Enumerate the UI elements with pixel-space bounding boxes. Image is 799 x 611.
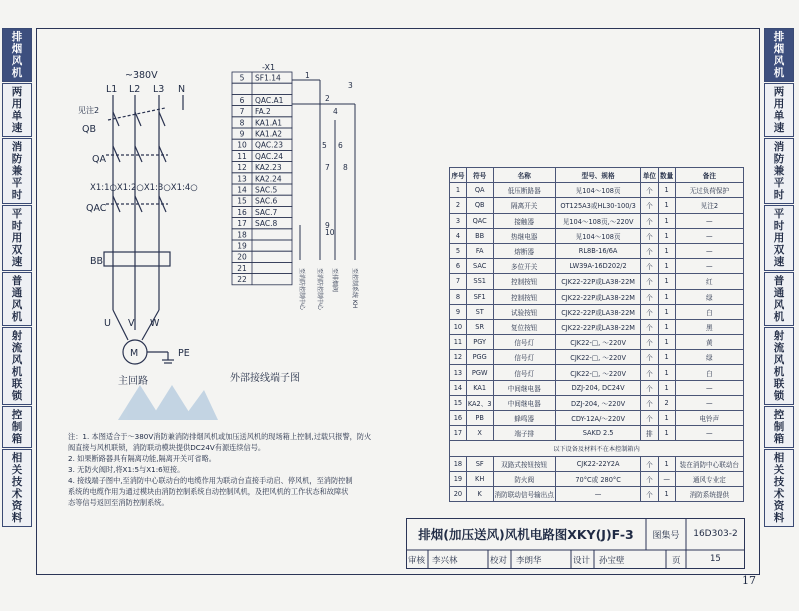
side-tab-label: 排烟风机 [11,31,23,79]
terminal-row [232,184,292,195]
terminal-no: 17 [237,219,247,229]
wire-number: 9 [325,221,330,230]
design-label: 设计 [573,556,591,566]
bom-separator: 以下设备及材料不在本控制箱内 [450,441,744,456]
bom-cell: — [675,395,743,410]
side-tab-label: 普通风机 [11,275,23,323]
terminal-destination-label: 至消防控制中心 [298,268,305,311]
bom-cell: ST [466,304,493,319]
bom-cell: PGG [466,350,493,365]
phase-l3: L3 [153,84,165,95]
bom-cell: 1 [658,304,675,319]
terminal-row [232,117,292,128]
bom-cell: SF1 [466,289,493,304]
terminal-ref: KA2.23 [255,163,282,173]
side-tab-label: 普通风机 [773,275,785,323]
bom-cell: SR [466,319,493,334]
bom-cell: 序号 [450,168,467,183]
bom-row [450,486,744,501]
bom-cell: 型号、规格 [555,168,640,183]
side-tab-label: 相关技术资料 [11,452,23,524]
bom-cell: K [466,486,493,501]
terminal-row [232,162,292,173]
check-name: 李朗华 [516,556,542,566]
bom-row [450,289,744,304]
terminal-ref: KA2.24 [255,174,282,184]
bom-cell: 备注 [675,168,743,183]
side-tab-label: 平时用双速 [11,208,23,268]
bom-cell: 9 [450,304,467,319]
title-block [406,518,745,569]
terminal-ref: SAC.5 [255,185,278,195]
terminal-caption: 外部接线端子图 [230,373,300,384]
terminal-destination-label: 至排烟阀 [331,268,338,293]
bom-cell: 1 [658,365,675,380]
terminal-row [232,139,292,150]
side-tab-label: 射流风机联锁 [773,330,785,402]
bom-cell: 个 [641,228,658,243]
bom-cell: SS1 [466,274,493,289]
terminal-no: 15 [237,196,247,206]
bom-row [450,183,744,198]
bom-row [450,395,744,410]
terminal-destination-label: 至控制系统 KH [351,268,358,309]
bom-cell: CJK22-22P或LA38-22M [555,304,640,319]
w-label: W [150,318,160,329]
bom-cell: CJK22-□, ～220V [555,350,640,365]
bom-cell: — [675,243,743,258]
terminal-no: 11 [237,151,247,161]
side-tab-label: 消防兼平时 [773,141,785,201]
bom-cell: 3 [450,213,467,228]
terminal-no: 21 [237,263,247,273]
bom-row [450,259,744,274]
bom-cell: SAKD 2.5 [555,426,640,441]
bom-cell: CJK22-22Y2A [555,456,640,471]
bom-cell: 6 [450,259,467,274]
check-label: 校对 [490,556,508,566]
bom-cell: 见104～108页 [555,228,640,243]
bom-cell: 1 [658,213,675,228]
terminal-table [232,72,292,285]
phase-n: N [178,84,186,95]
bom-cell: 复位按钮 [493,319,555,334]
terminal-ref: FA.2 [255,107,271,117]
bom-cell: 1 [658,380,675,395]
bom-cell: 1 [658,274,675,289]
bom-cell: 2 [658,395,675,410]
bom-cell: 通风专业定 [675,471,743,486]
bom-cell: 个 [641,259,658,274]
bom-cell: 8 [450,289,467,304]
terminal-row [232,251,292,262]
bom-cell: 接触器 [493,213,555,228]
qb-label: QB [82,124,96,135]
bom-cell: X [466,426,493,441]
terminal-destination-label: 至消防控制中心 [316,268,323,311]
qb-note: 见注2 [78,106,100,115]
bom-cell: 1 [658,411,675,426]
note-line: 2. 如果断路器具有隔离功能,隔离开关可省略。 [68,454,216,463]
bom-cell: 单位 [641,168,658,183]
bom-cell: SF [466,456,493,471]
bom-cell: 名称 [493,168,555,183]
wire-numbers [305,71,353,237]
bom-cell: CJK22-□, ～220V [555,365,640,380]
bom-cell: 无过负荷保护 [675,183,743,198]
bom-row [450,426,744,441]
bom-row [450,411,744,426]
bom-cell: 控制按钮 [493,289,555,304]
wire-number: 6 [338,141,343,150]
bom-cell: 1 [658,183,675,198]
bom-cell: 个 [641,274,658,289]
terminal-no: 22 [237,275,247,285]
motor-label: M [130,348,139,359]
bom-cell: 蜂鸣器 [493,411,555,426]
bom-cell: PB [466,411,493,426]
bom-cell: 绿 [675,289,743,304]
note-line: 4. 接线端子图中,至消防中心联动台的电缆作用为联动台直接手动启、停风机，至消防控制 [68,476,353,485]
terminal-ref: SAC.6 [255,196,278,206]
bom-cell: 见104～108页 [555,183,640,198]
bom-row [450,213,744,228]
bom-cell: 低压断路器 [493,183,555,198]
bom-cell: 见注2 [675,198,743,213]
bom-cell: 16 [450,411,467,426]
bom-cell: 黑 [675,319,743,334]
terminal-no: 10 [237,140,247,150]
bom-row [450,228,744,243]
bom-cell: 1 [658,243,675,258]
bom-cell: 多位开关 [493,259,555,274]
terminal-no: 9 [239,129,245,139]
side-tab-label: 平时用双速 [773,208,785,268]
bom-cell: 个 [641,319,658,334]
side-tab-label: 消防兼平时 [11,141,23,201]
bom-cell: 控制按钮 [493,274,555,289]
bom-row [450,380,744,395]
terminal-no: 20 [237,252,247,262]
bom-row [450,319,744,334]
notes [68,431,398,508]
bom-cell: 防火阀 [493,471,555,486]
bom-cell: 18 [450,456,467,471]
terminal-no: 7 [239,107,245,117]
terminal-ref: SAC.7 [255,207,278,217]
bom-row [450,198,744,213]
note-line: 系统的电缆作用为通过模块由消防控制系统自动控制风机，及把风机的工作状态和故障状 [68,487,349,496]
bom-cell: 个 [641,395,658,410]
phase-l1: L1 [106,84,118,95]
bom-row [450,335,744,350]
side-tab-label: 排烟风机 [773,31,785,79]
bom-cell: — [675,380,743,395]
bom-cell: — [555,486,640,501]
bom-cell: SAC [466,259,493,274]
bom-cell: 19 [450,471,467,486]
page-number: 17 [742,574,756,587]
bom-cell: 中间继电器 [493,395,555,410]
bom-cell: 1 [658,426,675,441]
bom-cell: 试验按钮 [493,304,555,319]
bom-cell: — [675,259,743,274]
bom-cell: 符号 [466,168,493,183]
wire-number: 10 [325,228,335,237]
x1-label: X1:1○X1:2○X1:3○X1:4○ [90,183,198,193]
bom-cell: 双路式按钮按钮 [493,456,555,471]
side-tab-label: 两用单速 [11,86,23,134]
bom-cell: 个 [641,213,658,228]
wire-number: 1 [305,71,310,80]
wire-number: 7 [325,163,330,172]
bom-cell: 电铃声 [675,411,743,426]
bom-row [450,350,744,365]
v-label: V [128,318,135,329]
terminal-no: 8 [239,118,245,128]
terminal-header: -X1 [262,63,276,72]
bom-table [449,167,744,502]
bom-cell: 白 [675,304,743,319]
bom-cell: 个 [641,411,658,426]
bom-cell: LW39A-16D202/2 [555,259,640,274]
terminal-no: 12 [237,163,247,173]
phase-l2: L2 [129,84,141,95]
bom-cell: 1 [658,335,675,350]
wire-number: 4 [333,107,338,116]
bom-cell: 12 [450,350,467,365]
bom-cell: 个 [641,198,658,213]
bom-cell: 信号灯 [493,350,555,365]
terminal-no: 16 [237,207,247,217]
bom-cell: 1 [658,456,675,471]
bom-cell: 5 [450,243,467,258]
bom-cell: CJK22-22P或LA38-22M [555,274,640,289]
bom-cell: PGY [466,335,493,350]
bom-cell: 消防系统提供 [675,486,743,501]
note-line: 3. 无防火阀时,将X1:5与X1:6短接。 [68,465,185,474]
bom-cell: 热继电器 [493,228,555,243]
terminal-no: 6 [239,95,245,105]
bom-cell: 14 [450,380,467,395]
terminal-row [232,128,292,139]
bom-cell: 个 [641,335,658,350]
bom-cell: CDY-12A/～220V [555,411,640,426]
note-line: 注：1. 本图适合于～380V消防兼消防排烟风机或加压送风机的现场箱上控制,过载只报警，防火 [68,432,372,441]
bom-cell: QB [466,198,493,213]
side-tab-label: 相关技术资料 [773,452,785,524]
terminal-ref: KA1.A1 [255,118,282,128]
terminal-row [232,72,292,83]
bom-row [450,274,744,289]
drawing-title: 排烟(加压送风)风机电路图XKY(J)F-3 [418,527,634,542]
terminal-row [232,240,292,251]
sheet-page-number: 15 [710,554,721,564]
bom-cell: 个 [641,350,658,365]
bom-cell: CJK22-□, ～220V [555,335,640,350]
bom-cell: 2 [450,198,467,213]
bom-cell: QAC [466,213,493,228]
bom-cell: DZJ-204, DC24V [555,380,640,395]
terminal-no: 19 [237,241,247,251]
bom-cell: 数量 [658,168,675,183]
bom-cell: 17 [450,426,467,441]
terminal-no: 5 [239,73,245,83]
signature-row [406,550,745,569]
bom-cell: 1 [658,228,675,243]
bom-cell: 1 [658,486,675,501]
bom-row [450,243,744,258]
bom-cell: — [675,213,743,228]
bom-cell: 7 [450,274,467,289]
bom-cell: 信号灯 [493,365,555,380]
terminal-row [232,106,292,117]
terminal-ref: QAC.A1 [255,95,284,105]
bom-row [450,168,744,183]
bom-cell: CJK22-22P或LA38-22M [555,289,640,304]
bom-cell: KA1 [466,380,493,395]
bb-label: BB [90,256,104,267]
bom-cell: BB [466,228,493,243]
bom-row [450,304,744,319]
bom-cell: 排 [641,426,658,441]
bom-cell: RL8B-16/6A [555,243,640,258]
bom-cell: 15 [450,395,467,410]
bom-separator-row [450,441,744,456]
bom-cell: 绿 [675,350,743,365]
terminal-no: 18 [237,230,247,240]
terminal-row [232,83,292,94]
bom-cell: 红 [675,274,743,289]
terminal-row [232,262,292,273]
bom-cell: 4 [450,228,467,243]
bom-cell: 白 [675,365,743,380]
terminal-ref: SF1.14 [255,73,281,83]
main-circuit-caption: 主回路 [118,376,148,387]
atlas-label: 图集号 [652,530,680,541]
bom-cell: DZJ-204, ～220V [555,395,640,410]
bom-cell: 个 [641,243,658,258]
bom-row [450,456,744,471]
bom-cell: — [658,471,675,486]
side-tab-label: 控制箱 [11,409,23,445]
terminal-row [232,229,292,240]
terminal-row [232,94,292,105]
bom-cell: 个 [641,471,658,486]
bom-cell: 中间继电器 [493,380,555,395]
terminal-no: 14 [237,185,247,195]
terminal-row [232,218,292,229]
voltage-label: ~380V [125,70,158,81]
bom-cell: 隔离开关 [493,198,555,213]
review-label: 审核 [408,556,426,566]
bom-cell: 1 [658,198,675,213]
bom-cell: 1 [450,183,467,198]
note-line: 阀直接与风机联锁，消防联动模块提供DC24V有源连续信号。 [68,443,266,452]
side-tab-label: 控制箱 [773,409,785,445]
terminal-ref: QAC.23 [255,140,284,150]
design-name: 孙宝壁 [599,556,625,566]
bom-cell: 黄 [675,335,743,350]
bom-cell: — [675,426,743,441]
terminal-ref: SAC.8 [255,219,278,229]
bom-cell: 11 [450,335,467,350]
bom-cell: 端子排 [493,426,555,441]
bom-cell: 信号灯 [493,335,555,350]
u-label: U [104,318,111,329]
wire-number: 8 [343,163,348,172]
qac-label: QAC [86,203,107,214]
bom-row [450,471,744,486]
bom-cell: 个 [641,183,658,198]
bom-cell: 70°C或 280°C [555,471,640,486]
bom-cell: FA [466,243,493,258]
wire-number: 5 [322,141,327,150]
side-tab-label: 射流风机联锁 [11,330,23,402]
terminal-no: 13 [237,174,247,184]
bom-cell: 消防联动信号输出点 [493,486,555,501]
bom-cell: 见104～108页,～220V [555,213,640,228]
bom-cell: KH [466,471,493,486]
terminal-row [232,206,292,217]
bom-cell: PGW [466,365,493,380]
bom-cell: 个 [641,486,658,501]
atlas-number: 16D303-2 [693,529,738,539]
bom-cell: 个 [641,380,658,395]
terminal-row [232,173,292,184]
terminal-ref: KA1.A2 [255,129,282,139]
terminal-row [232,274,292,285]
bom-cell: 个 [641,304,658,319]
pe-label: PE [178,348,190,359]
bom-cell: 20 [450,486,467,501]
bom-cell: OT125A3或HL30-100/3 [555,198,640,213]
bom-cell: 10 [450,319,467,334]
bom-cell: 1 [658,319,675,334]
qa-label: QA [92,154,106,165]
terminal-row [232,150,292,161]
bom-cell: 个 [641,365,658,380]
bom-cell: CJK22-22P或LA38-22M [555,319,640,334]
bom-cell: 装在消防中心联动台 [675,456,743,471]
bom-cell: 个 [641,456,658,471]
bom-cell: 1 [658,259,675,274]
bom-row [450,365,744,380]
bom-cell: — [675,228,743,243]
bom-cell: QA [466,183,493,198]
bom-cell: 1 [658,289,675,304]
wire-number: 3 [348,81,353,90]
terminal-ref: QAC.24 [255,151,284,161]
bom-cell: 熔断器 [493,243,555,258]
bom-cell: KA2、3 [466,395,493,410]
review-name: 李兴林 [432,556,458,566]
page-label: 页 [672,556,681,566]
bom-cell: 个 [641,289,658,304]
bom-cell: 13 [450,365,467,380]
wire-number: 2 [325,94,330,103]
bom-cell: 1 [658,350,675,365]
note-line: 态等信号返回至消防控制系统。 [68,498,169,507]
side-tab-label: 两用单速 [773,86,785,134]
terminal-row [232,195,292,206]
